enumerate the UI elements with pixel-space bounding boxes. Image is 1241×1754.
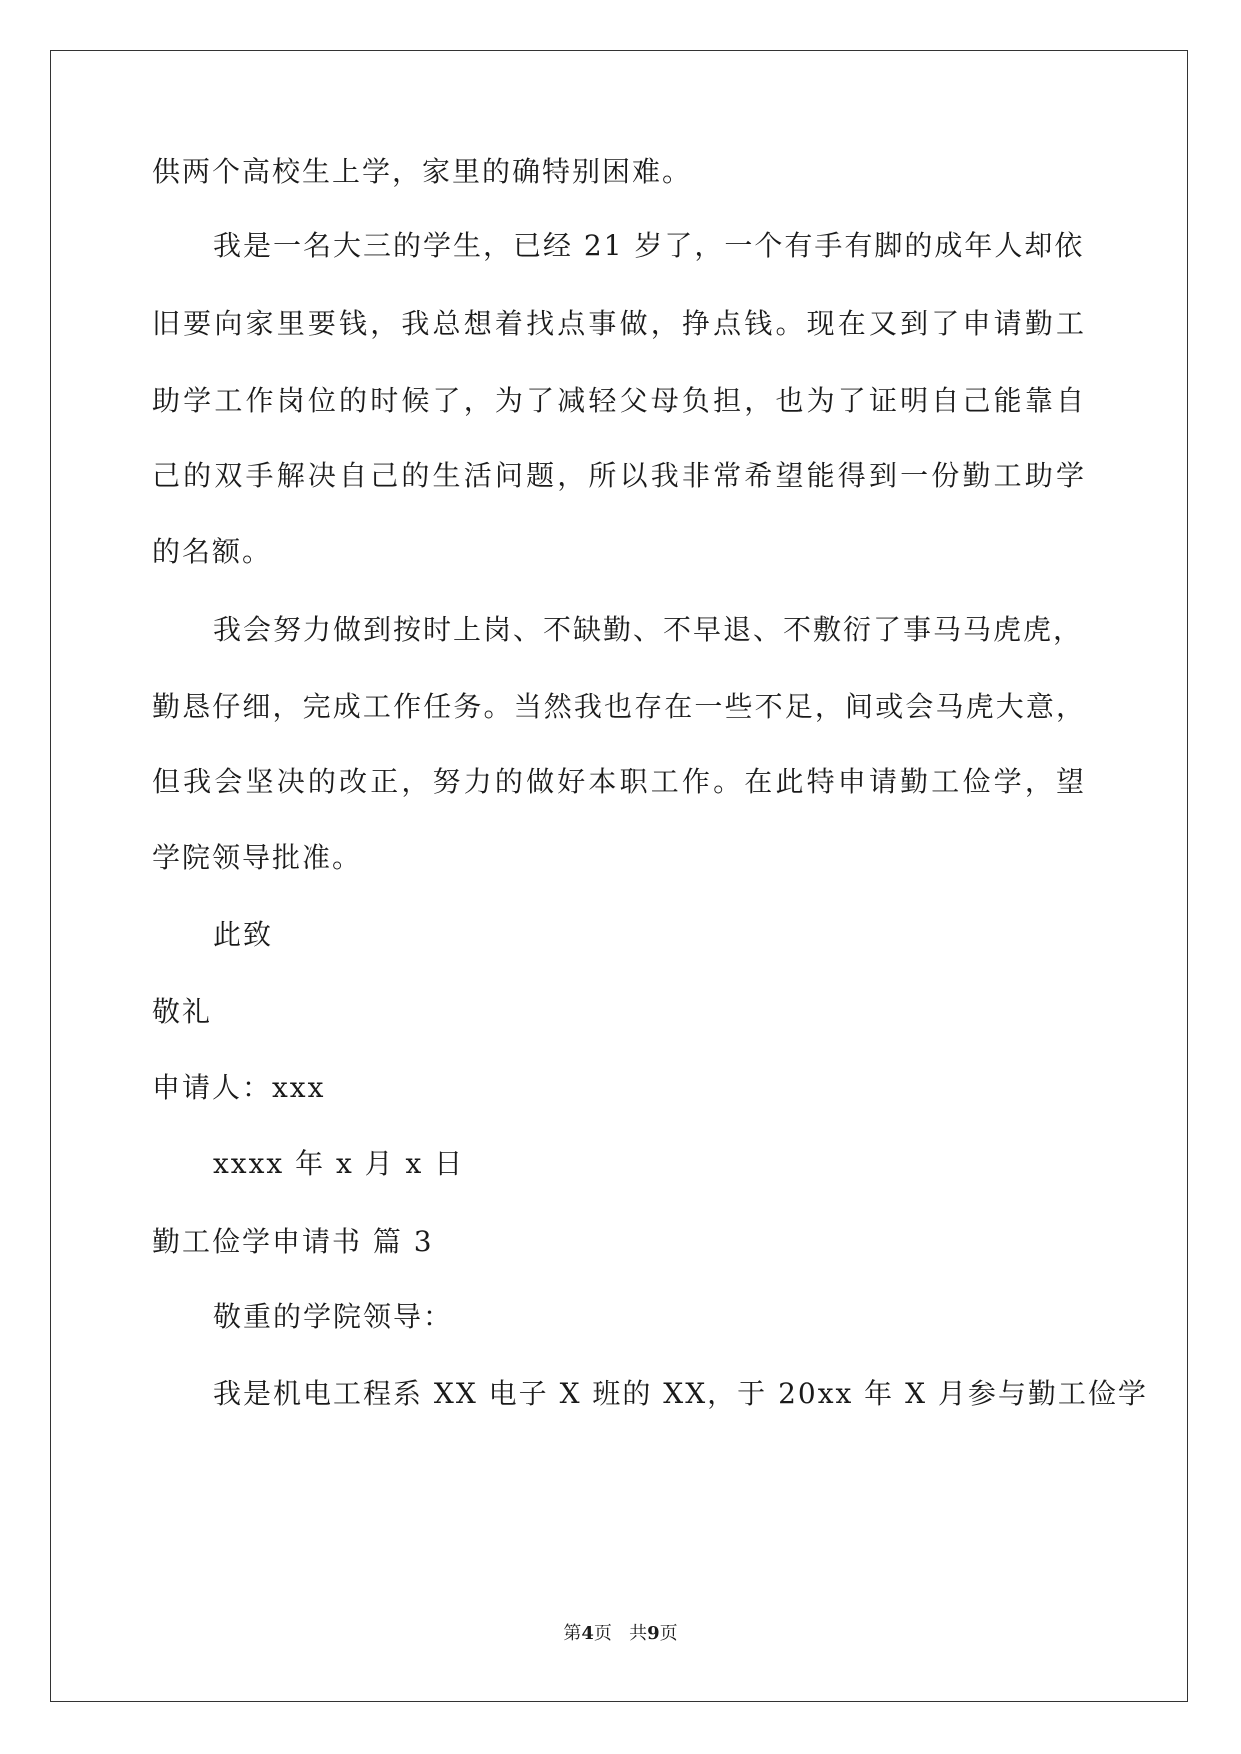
footer-middle: 页 共 (593, 1623, 648, 1644)
text-line: 旧要向家里要钱，我总想着找点事做，挣点钱。现在又到了申请勤工 (152, 307, 1086, 340)
signature-line: 申请人：xxx (152, 1071, 326, 1104)
text-line: 的名额。 (152, 535, 273, 568)
text-line: 但我会坚决的改正，努力的做好本职工作。在此特申请勤工俭学，望 (152, 765, 1086, 798)
text-line: 己的双手解决自己的生活问题，所以我非常希望能得到一份勤工助学 (152, 459, 1086, 492)
date-line: xxxx 年 x 月 x 日 (213, 1147, 465, 1180)
text-line: 勤恳仔细，完成工作任务。当然我也存在一些不足，间或会马虎大意， (152, 690, 1086, 723)
text-line: 助学工作岗位的时候了，为了减轻父母负担，也为了证明自己能靠自 (152, 384, 1086, 417)
text-line: 我是一名大三的学生，已经 21 岁了，一个有手有脚的成年人却依 (213, 229, 1085, 262)
footer-prefix: 第 (563, 1623, 582, 1644)
text-line: 供两个高校生上学，家里的确特别困难。 (152, 155, 693, 188)
page-footer (0, 1622, 1241, 1646)
salutation-line: 敬重的学院领导： (213, 1300, 454, 1333)
total-page-number: 9 (647, 1623, 660, 1644)
text-line: 我会努力做到按时上岗、不缺勤、不早退、不敷衍了事马马虎虎， (213, 613, 1084, 646)
text-line: 我是机电工程系 XX 电子 X 班的 XX，于 20xx 年 X 月参与勤工俭学 (213, 1377, 1148, 1410)
closing-line: 此致 (213, 918, 274, 951)
current-page-number: 4 (581, 1623, 594, 1644)
text-line: 学院领导批准。 (152, 841, 363, 874)
closing-line: 敬礼 (152, 995, 213, 1028)
footer-suffix: 页 (659, 1623, 678, 1644)
section-heading: 勤工俭学申请书 篇 3 (152, 1225, 434, 1258)
